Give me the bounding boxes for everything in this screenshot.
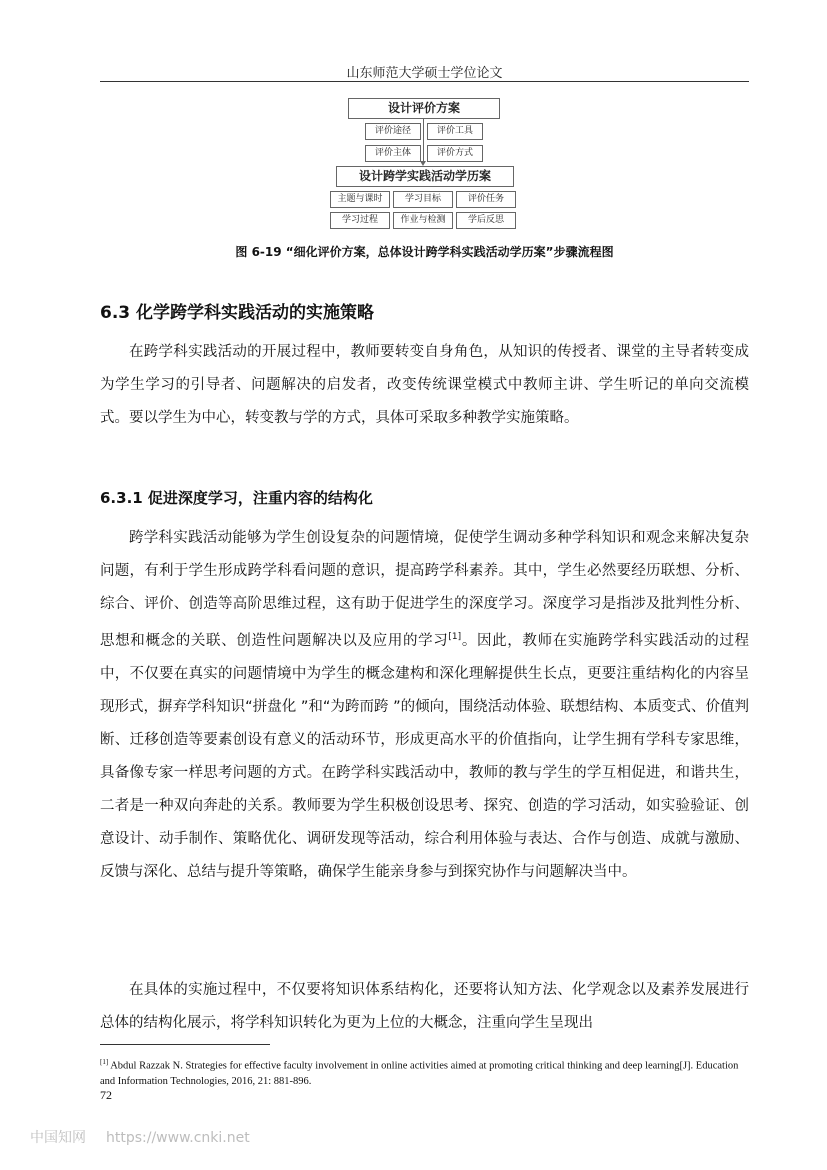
diagram-item: 学习目标 (393, 191, 453, 208)
footnote-text: Abdul Razzak N. Strategies for effective faculty involvement in online activities aimed at promoting critical thinking and deep learning[J]. Education and Information Technologies, 2016, 21: 881-896. (100, 1060, 739, 1087)
paragraph (100, 522, 749, 889)
watermark (30, 1127, 250, 1147)
section-heading: 6.3 化学跨学科实践活动的实施策略 (100, 303, 375, 323)
diagram-item: 评价途径 (365, 123, 421, 140)
diagram-item: 评价任务 (456, 191, 516, 208)
figure-caption: 图 6-19 “细化评价方案，总体设计跨学科实践活动学历案”步骤流程图 (235, 245, 614, 259)
diagram-item: 评价主体 (365, 145, 421, 162)
footnote (100, 1055, 749, 1089)
diagram-connector (423, 118, 424, 162)
running-header: 山东师范大学硕士学位论文 (346, 66, 503, 81)
diagram-item: 评价工具 (427, 123, 483, 140)
diagram-bottom-title: 设计跨学实践活动学历案 (336, 166, 514, 187)
diagram-item: 作业与检测 (393, 212, 453, 229)
diagram-top-title: 设计评价方案 (348, 98, 500, 119)
watermark-brand: 中国知网 (30, 1130, 86, 1146)
diagram-item: 主题与课时 (330, 191, 390, 208)
footnote-rule (100, 1044, 270, 1045)
header-rule (100, 81, 749, 82)
watermark-url[interactable]: https://www.cnki.net (106, 1130, 250, 1146)
diagram-item: 学后反思 (456, 212, 516, 229)
paragraph: 在具体的实施过程中，不仅要将知识体系结构化，还要将认知方法、化学观念以及素养发展进行总体的结构化展示，将学科知识转化为更为上位的大概念，注重向学生呈现出 (100, 982, 749, 1031)
diagram-item: 评价方式 (427, 145, 483, 162)
subsection-heading: 6.3.1 促进深度学习，注重内容的结构化 (100, 489, 373, 507)
paragraph-text: 。因此，教师在实施跨学科实践活动的过程中，不仅要在真实的问题情境中为学生的概念建构和深化理解提供生长点，更要注重结构化的内容呈现形式，摒弃学科知识“拼盘化 ”和“为跨而跨 ”的倾向，围绕活动体验、联想结构、本质变式、价值判断、迁移创造等要素创设有意义的活动环节，形成更高水平的价值指向，让学生拥有学科专家思维，具备像专家一样思考问题的方式。在跨学科实践活动中，教师的教与学生的学互相促进，和谐共生，二者是一种双向奔赴的关系。教师要为学生积极创设思考、探究、创造的学习活动，如实验验证、创意设计、动手制作、策略优化、调研发现等活动，综合利用体验与表达、合作与创造、成就与激励、反馈与深化、总结与提升等策略，确保学生能亲身参与到探究协作与问题解决当中。 (100, 632, 749, 880)
paragraph: 在跨学科实践活动的开展过程中，教师要转变自身角色，从知识的传授者、课堂的主导者转变成为学生学习的引导者、问题解决的启发者，改变传统课堂模式中教师主讲、学生听记的单向交流模式。要以学生为中心，转变教与学的方式，具体可采取多种教学实施策略。 (100, 344, 749, 426)
footnote-mark: [1] (100, 1058, 109, 1066)
page-number: 72 (100, 1088, 112, 1102)
diagram-item: 学习过程 (330, 212, 390, 229)
citation-mark[interactable]: [1] (448, 632, 462, 642)
paragraph-text: 跨学科实践活动能够为学生创设复杂的问题情境，促使学生调动多种学科知识和观念来解决复杂问题，有利于学生形成跨学科看问题的意识，提高跨学科素养。其中，学生必然要经历联想、分析、综合、评价、创造等高阶思维过程，这有助于促进学生的深度学习。深度学习是指涉及批判性分析、思想和概念的关联、创造性问题解决以及应用的学习 (100, 530, 749, 649)
